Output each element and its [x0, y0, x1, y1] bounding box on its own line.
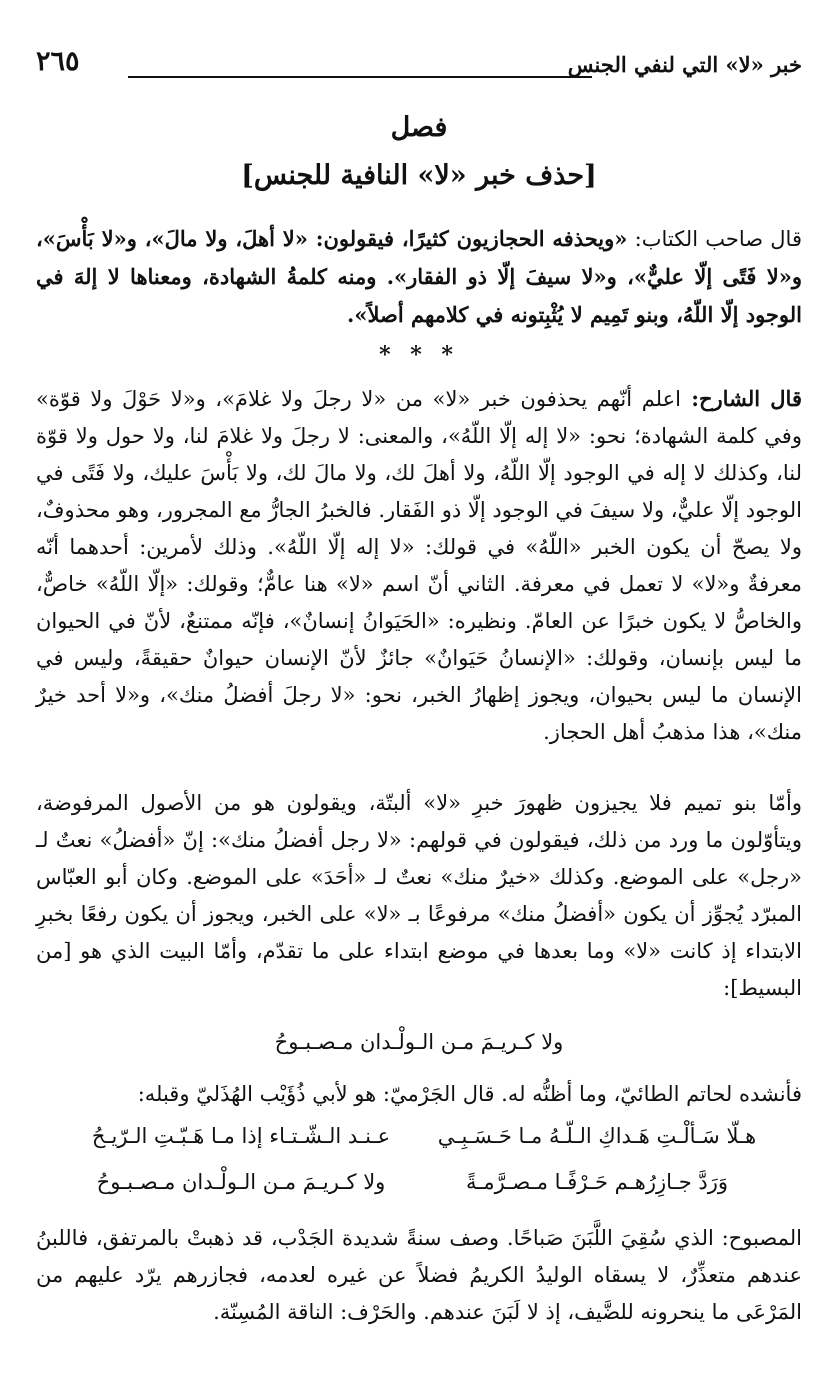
first-hemistich: وَرَدَّ جـازِرُهـم حَـرْفًـا مـصـرَّمـةً [466, 1170, 728, 1194]
commentator-label: قال الشارح: [681, 386, 802, 411]
verse-couplet [36, 1124, 802, 1164]
first-hemistich: هـلّا سَـألْـتِ هَـداكِ الـلّـهُ مـا حَـسَـبِـي [437, 1124, 757, 1148]
paragraph-tamim: وأمّا بنو تميم فلا يجيزون ظهورَ خبرِ «لا» ألبتّة، ويقولون هو من الأصول المرفوضة، ويتأوّلون ما ورد من ذلك، فيقولون في قولهم: «لا رجل أفضلُ منك»: إنّ «أفضلُ» نعتٌ لـ «رجل» على الموضع. وكذلك «خيرٌ منك» نعتٌ لـ «أحَدَ» على الموضع. وكان أبو العبّاس المبرّد يُجوِّز أن يكون «أفضلُ منك» مرفوعًا بـ «لا» على الخبر، ويجوز أن يكون رفعًا بخبرِ الابتداء إذ كانت «لا» وما بعدها في موضع ابتداء على ما تقدّم، وأمّا البيت الذي هو [من البسيط]: [36, 791, 802, 1000]
page-header [36, 46, 802, 84]
second-hemistich: ولا كـريـمَ مـن الـولْـدان مـصـبـوحُ [96, 1170, 386, 1194]
second-hemistich: عـنـد الـشّـتـاء إذا مـا هَـبّـتِ الـرّيـحُ [91, 1124, 391, 1148]
running-title: خبر «لا» التي لنفي الجنس [567, 52, 802, 77]
section-title: فصل [390, 112, 448, 143]
paragraph-body: اعلم أنّهم يحذفون خبر «لا» من «لا رجلَ ولا غلامَ»، و«لا حَوْلَ ولا قوّة» وفي كلمة الشهادة؛ نحو: «لا إله إلّا اللّهُ»، والمعنى: لا رجلَ ولا غلامَ لنا، ولا حول ولا قوّة لنا، وكذلك لا إله في الوجود إلّا اللّهُ، ولا أهلَ لك، ولا مالَ لك، ولا بَأْسَ عليك، ولا فَتًى في الوجود إلّا عليٌّ، ولا سيفَ في الوجود إلّا ذو الفَقار. فالخبرُ الجارُّ مع المجرور، وهو محذوفٌ، ولا يصحّ أن يكون الخبر «اللّهُ» في قولك: «لا إله إلّا اللّهُ». وذلك لأمرين: أحدهما أنّه معرفةٌ و«لا» لا تعمل في معرفة. الثاني أنّ اسم «لا» هنا عامٌّ؛ وقولك: «إلّا اللّهُ» خاصٌّ، والخاصُّ لا يكون خبرًا عن العامّ. ونظيره: «الحَيَوانُ إنسانٌ»، فإنّه ممتنعٌ، لأنّ في الحيوان ما ليس بإنسان، وقولك: «الإنسانُ حَيَوانٌ» جائزٌ لأنّ الإنسان حيوانٌ حقيقةً، وليس في الإنسان ما ليس بحيوان، ويجوز إظهارُ الخبر، نحو: «لا رجلَ أفضلُ منك»، و«لا أحد خيرٌ منك»، هذا مذهبُ أهل الحجاز. [36, 387, 802, 744]
section-separator: * * * [379, 342, 459, 368]
book-page [36, 40, 802, 1370]
verse-hemistich: ولا كـريـمَ مـن الـولْـدان مـصـبـوحُ [274, 1030, 564, 1054]
quoted-text: «ويحذفه الحجازيون كثيرًا، فيقولون: «لا أهلَ، ولا مالَ»، و«لا بَأْسَ»، و«لا فَتًى إلّا عليٌّ»، و«لا سيفَ إلّا ذو الفقار». ومنه كلمةُ الشهادة، ومعناها لا إلهَ في الوجود إلّا اللّهُ، وبنو تَمِيم لا يُثْبِتونه في كلامهم أصلاً». [36, 226, 802, 327]
section-subtitle: [حذف خبر «لا» النافية للجنس] [241, 160, 597, 191]
paragraph-attribution: فأنشده لحاتم الطائيّ، وما أظنُّه له. قال الجَرْميّ: هو لأبي ذُؤَيْب الهُذَليّ وقبله: [137, 1082, 802, 1106]
page-number: ٢٦٥ [36, 46, 80, 77]
paragraph-author-text [36, 220, 802, 334]
verse-couplet [36, 1170, 802, 1210]
paragraph-lead: قال صاحب الكتاب: [627, 227, 802, 251]
paragraph-gloss: المصبوح: الذي سُقِيَ اللَّبَنَ صَباحًا. وصف سنةً شديدة الجَدْب، قد ذهبتْ بالمرتفق، فاللبنُ عندهم متعذِّرٌ، لا يسقاه الوليدُ الكريمُ فضلاً عن غيره لعدمه، فجازرهم يرّد عليهم من المَرْعَى ما ينحرونه للضَّيف، إذ لا لَبَنَ عندهم. والحَرْف: الناقة المُسِنّة. [36, 1226, 802, 1324]
paragraph-commentary [36, 380, 802, 751]
header-rule [128, 76, 592, 78]
